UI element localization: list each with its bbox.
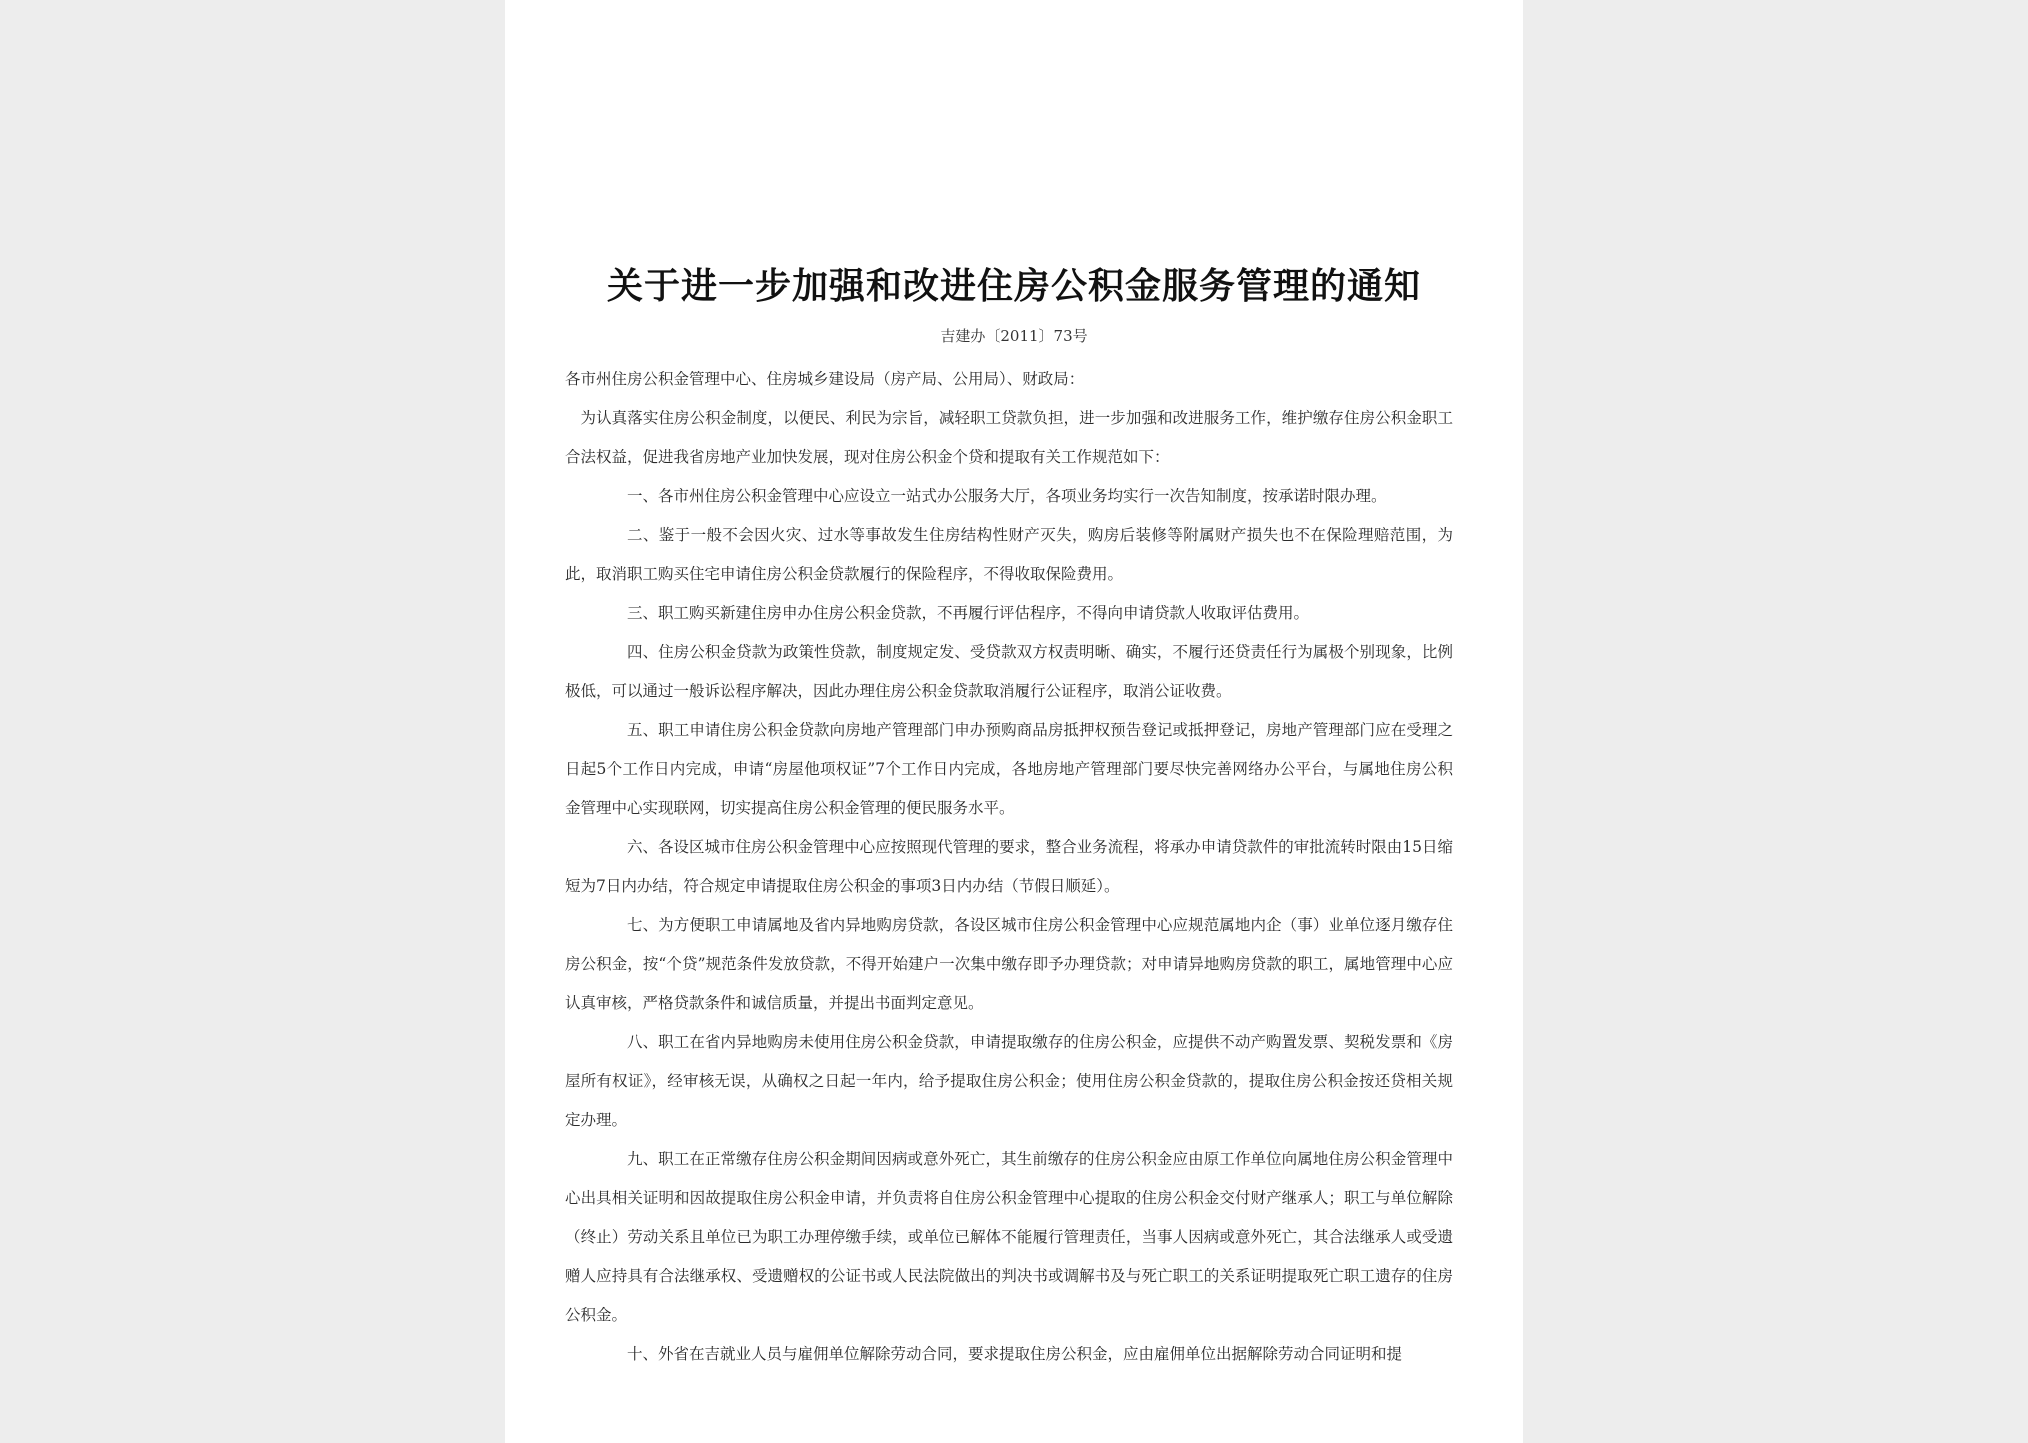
document-title: 关于进一步加强和改进住房公积金服务管理的通知 [606, 265, 1421, 307]
addressee-line: 各市州住房公积金管理中心、住房城乡建设局（房产局、公用局）、财政局： [565, 370, 1085, 388]
clause-5: 五、职工申请住房公积金贷款向房地产管理部门申办预购商品房抵押权预告登记或抵押登记，房地产管理部门应在受理之日起5个工作日内完成，申请“房屋他项权证”7个工作日内完成，各地房地产管理部门要尽快完善网络办公平台，与属地住房公积金管理中心实现联网，切实提高住房公积金管理的便民服务水平。 [565, 721, 1453, 817]
clause-3: 三、职工购买新建住房申办住房公积金贷款，不再履行评估程序，不得向申请贷款人收取评估费用。 [627, 604, 1310, 622]
document-body [565, 360, 1453, 1374]
clause-4: 四、住房公积金贷款为政策性贷款，制度规定发、受贷款双方权责明晰、确实，不履行还贷责任行为属极个别现象，比例极低，可以通过一般诉讼程序解决，因此办理住房公积金贷款取消履行公证程序，取消公证收费。 [565, 643, 1453, 700]
document-number: 吉建办〔2011〕73号 [940, 327, 1088, 345]
intro-paragraph: 为认真落实住房公积金制度，以便民、利民为宗旨，减轻职工贷款负担，进一步加强和改进服务工作，维护缴存住房公积金职工合法权益，促进我省房地产业加快发展，现对住房公积金个贷和提取有关工作规范如下： [565, 409, 1453, 466]
clause-6: 六、各设区城市住房公积金管理中心应按照现代管理的要求，整合业务流程，将承办申请贷款件的审批流转时限由15日缩短为7日内办结，符合规定申请提取住房公积金的事项3日内办结（节假日顺延）。 [565, 838, 1453, 895]
clause-7: 七、为方便职工申请属地及省内异地购房贷款，各设区城市住房公积金管理中心应规范属地内企（事）业单位逐月缴存住房公积金，按“个贷”规范条件发放贷款，不得开始建户一次集中缴存即予办理贷款；对申请异地购房贷款的职工，属地管理中心应认真审核，严格贷款条件和诚信质量，并提出书面判定意见。 [565, 916, 1453, 1012]
clause-8: 八、职工在省内异地购房未使用住房公积金贷款，申请提取缴存的住房公积金，应提供不动产购置发票、契税发票和《房屋所有权证》，经审核无误，从确权之日起一年内，给予提取住房公积金；使用住房公积金贷款的，提取住房公积金按还贷相关规定办理。 [565, 1033, 1453, 1129]
clause-10: 十、外省在吉就业人员与雇佣单位解除劳动合同，要求提取住房公积金，应由雇佣单位出据解除劳动合同证明和提 [627, 1345, 1403, 1363]
clause-1: 一、各市州住房公积金管理中心应设立一站式办公服务大厅，各项业务均实行一次告知制度，按承诺时限办理。 [627, 487, 1387, 505]
clause-2: 二、鉴于一般不会因火灾、过水等事故发生住房结构性财产灭失，购房后装修等附属财产损失也不在保险理赔范围，为此，取消职工购买住宅申请住房公积金贷款履行的保险程序，不得收取保险费用。 [565, 526, 1453, 583]
document-page [505, 0, 1523, 1443]
clause-9: 九、职工在正常缴存住房公积金期间因病或意外死亡，其生前缴存的住房公积金应由原工作单位向属地住房公积金管理中心出具相关证明和因故提取住房公积金申请，并负责将自住房公积金管理中心提取的住房公积金交付财产继承人；职工与单位解除（终止）劳动关系且单位已为职工办理停缴手续，或单位已解体不能履行管理责任，当事人因病或意外死亡，其合法继承人或受遗赠人应持具有合法继承权、受遗赠权的公证书或人民法院做出的判决书或调解书及与死亡职工的关系证明提取死亡职工遗存的住房公积金。 [565, 1150, 1453, 1324]
